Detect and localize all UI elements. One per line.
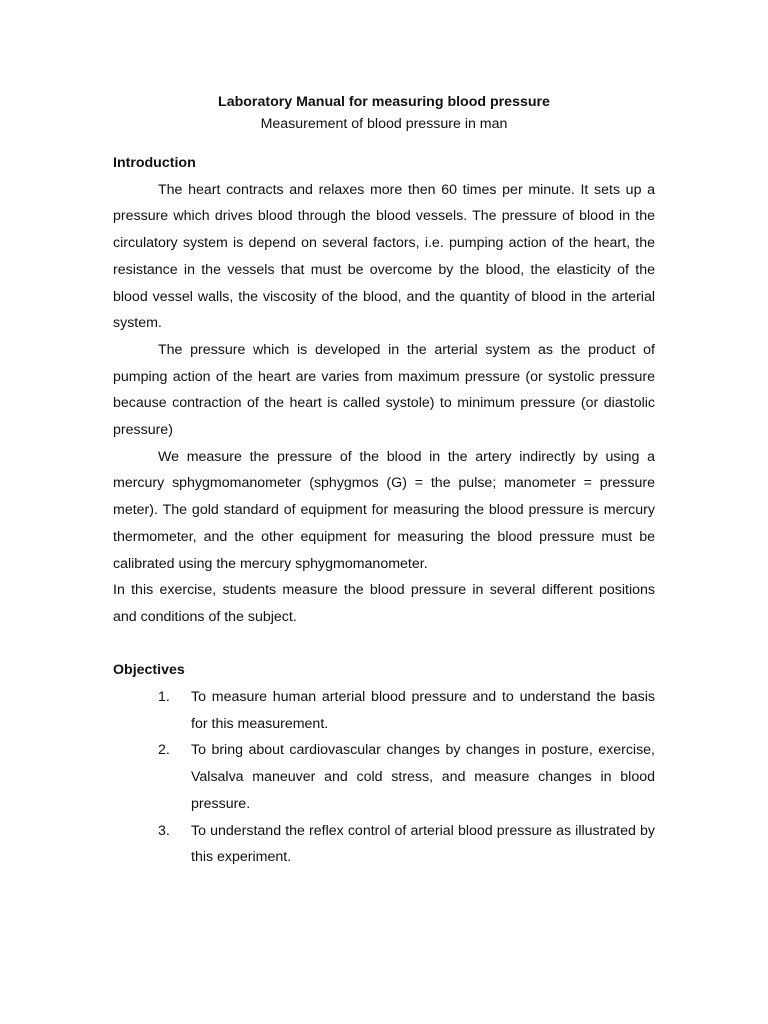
objective-text-1: To measure human arterial blood pressure and to understand the basis for this measurement. (191, 689, 655, 732)
introduction-paragraph-1: The heart contracts and relaxes more then 60 times per minute. It sets up a pressure which drives blood through the blood vessels. The pressure of blood in the circulatory system is depend on several factors, i.e. pumping action of the heart, the resistance in the vessels that must be overcome by the blood, the elasticity of the blood vessel walls, the viscosity of the blood, and the quantity of blood in the arterial system. (113, 181, 655, 332)
introduction-paragraph-3: We measure the pressure of the blood in the artery indirectly by using a mercury sphygmomanometer (sphygmos (G) = the pulse; manometer = pressure meter). The gold standard of equipment for measuring the blood pressure is mercury thermometer, and the other equipment for measuring the blood pressure must be calibrated using the mercury sphygmomanometer. (113, 448, 655, 572)
introduction-heading: Introduction (113, 155, 196, 171)
objective-item-1 (113, 684, 655, 737)
objective-item-3 (113, 818, 655, 871)
document-title: Laboratory Manual for measuring blood pressure (218, 94, 550, 110)
objectives-list (113, 684, 655, 871)
objective-item-2 (113, 737, 655, 817)
objectives-heading: Objectives (113, 662, 185, 679)
objective-number-3: 3. (158, 822, 170, 839)
document-subtitle: Measurement of blood pressure in man (260, 116, 508, 132)
introduction-paragraph-2: The pressure which is developed in the arterial system as the product of pumping action of the heart are varies from maximum pressure (or systolic pressure because contraction of the heart is called systole) to minimum pressure (or diastolic pressure) (113, 341, 655, 439)
introduction-paragraph-4: In this exercise, students measure the blood pressure in several different positions and conditions of the subject. (113, 582, 655, 625)
document-page (113, 92, 655, 871)
objective-number-1: 1. (158, 689, 170, 706)
objective-number-2: 2. (158, 742, 170, 759)
objective-text-3: To understand the reflex control of arterial blood pressure as illustrated by this experiment. (191, 822, 655, 866)
objective-text-2: To bring about cardiovascular changes by changes in posture, exercise, Valsalva maneuver and cold stress, and measure changes in blood pressure. (191, 742, 655, 812)
